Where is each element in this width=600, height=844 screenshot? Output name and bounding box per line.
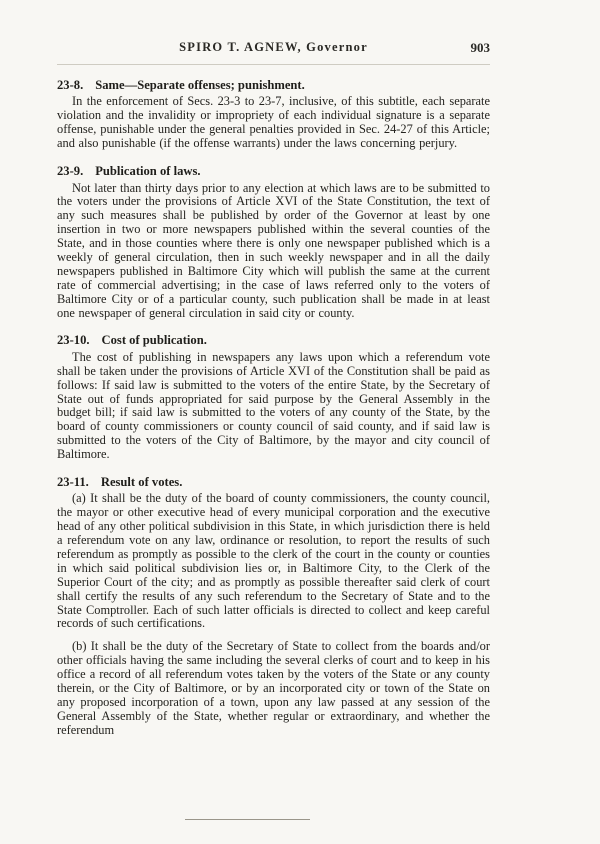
running-head — [57, 40, 490, 65]
section-heading — [57, 78, 490, 92]
section-number: 23-9. — [57, 164, 84, 179]
bottom-rule-divider — [185, 819, 310, 820]
section-paragraph: In the enforcement of Secs. 23-3 to 23-7, inclusive, of this subtitle, each separate violation and the invalidity or impropriety of each individual signature is a separate offense, punishable under the general penalties provided in Sec. 24-27 of this Article; and also punishable (if the offense warrants) under the laws concerning perjury. — [57, 94, 490, 151]
section-paragraph: Not later than thirty days prior to any election at which laws are to be submitted to the voters under the provisions of Article XVI of the State Constitution, the text of any such measures shall be published by order of the Governor at least by one insertion in two or more newspapers published within the several counties of the State, and in those counties where there is only one newspaper published which is a weekly of general circulation, then in such weekly newspaper and in all the daily newspapers published in Baltimore City which will publish the same at the current rate of commercial advertising; in the case of laws referred only to the voters of Baltimore City or of a particular county, such publication shall be made in at least one newspaper of general circulation in said city or county. — [57, 180, 490, 320]
running-head-title: SPIRO T. AGNEW, Governor — [179, 40, 368, 54]
section-title: Same—Separate offenses; punishment. — [95, 78, 305, 92]
section-heading — [57, 475, 490, 489]
section-paragraph-a: (a) It shall be the duty of the board of county commissioners, the county council, the mayor or other executive head of every municipal corporation and the executive head of any other political subdivision in this State, in which jurisdiction there is held a referendum vote on any law, ordinance or resolution, to report the results of such referendum as promptly as possible to the clerk of the court in the county or counties in which said political subdivision lies or, in Baltimore City, to the Clerk of the Superior Court of the city; and as promptly as possible thereafter said clerk of court shall certify the results of any such referendum to the Secretary of State and to the State Comptroller. Each of such latter officials is directed to collect and keep careful records of such certifications. — [57, 491, 490, 631]
section-23-11 — [57, 475, 490, 738]
section-title: Cost of publication. — [101, 333, 207, 348]
section-number: 23-10. — [57, 333, 90, 348]
page-number: 903 — [470, 40, 490, 55]
section-heading — [57, 164, 490, 178]
section-title: Publication of laws. — [95, 164, 201, 179]
section-title: Result of votes. — [100, 475, 183, 489]
section-number: 23-8. — [57, 78, 84, 92]
section-paragraph: The cost of publishing in newspapers any laws upon which a referendum vote shall be taken under the provisions of Article XVI of the Constitution shall be paid as follows: If said law is submitted to the voters of the entire State, by the Secretary of State out of funds appropriated for said purpose by the General Assembly in the budget bill; if said law is submitted to the voters of any county of the State, by the board of county commissioners or county council of said county, and if said law is submitted to the voters of the City of Baltimore, by the mayor and city council of Baltimore. — [57, 349, 490, 462]
section-23-8 — [57, 78, 490, 151]
section-number: 23-11. — [57, 475, 89, 489]
section-paragraph-b: (b) It shall be the duty of the Secretary of State to collect from the boards and/or other officials having the same including the several clerks of court and to keep in his office a record of all referendum votes taken by the voters of the State or any county therein, or the City of Baltimore, or by an incorporated city or town of the State on any proposed incorporation of a town, upon any law passed at any session of the General Assembly of the State, whether regular or extraordinary, and whether the referendum — [57, 639, 490, 737]
section-heading — [57, 333, 490, 347]
section-23-9 — [57, 164, 490, 320]
section-23-10 — [57, 333, 490, 462]
